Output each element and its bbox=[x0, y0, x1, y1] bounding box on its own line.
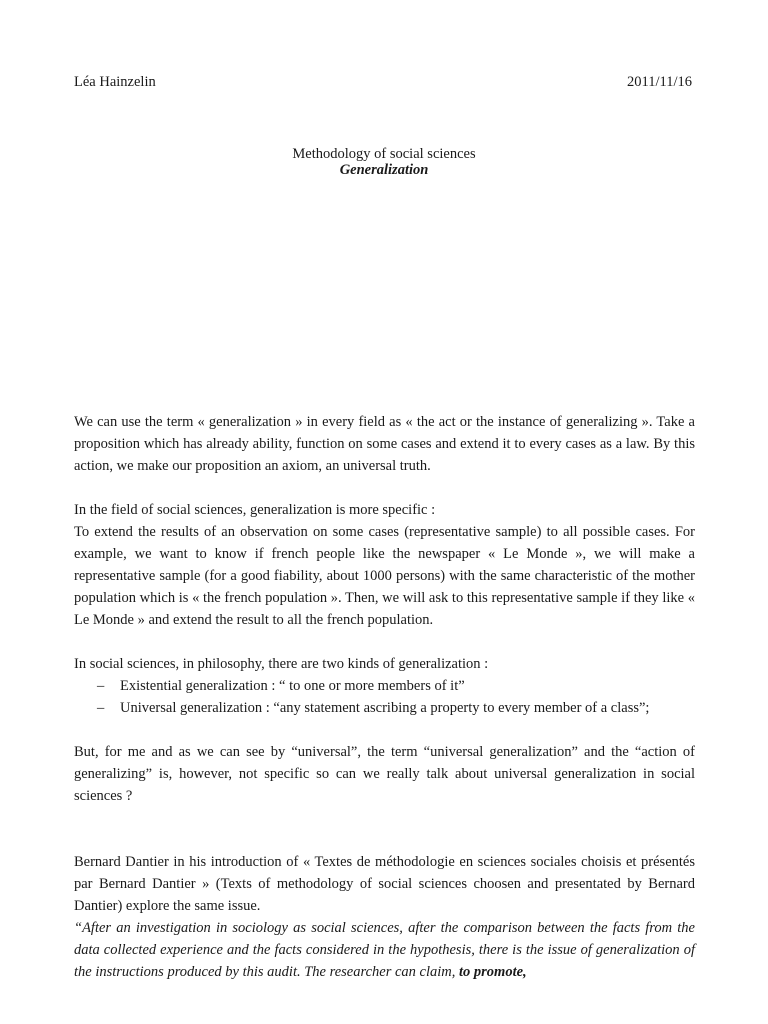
spacer bbox=[74, 631, 695, 653]
list-item-text: Universal generalization : “any statement ascribing a property to every member of a class”; bbox=[120, 700, 650, 716]
spacer bbox=[74, 477, 695, 499]
list-item bbox=[74, 675, 695, 697]
course-title: Methodology of social sciences bbox=[292, 146, 476, 162]
dash-marker: – bbox=[97, 700, 105, 716]
quote-paragraph bbox=[74, 917, 695, 983]
spacer bbox=[74, 807, 695, 851]
paragraph-social-sciences-example: To extend the results of an observation on some cases (representative sample) to all possible cases. For example, we want to know if french people like the newspaper « Le Monde », we will make a representative sample (for a good fiability, about 1000 persons) with the same characteristic of the mother population which is « the french population ». Then, we will ask to this representative sample if they like « Le Monde » and extend the result to all the french population. bbox=[74, 524, 695, 628]
paragraph-dantier: Bernard Dantier in his introduction of « Textes de méthodologie en sciences sociales choisis et présentés par Bernard Dantier » (Texts of methodology of social sciences choosen and presentated by Bernard Dantier) explore the same issue. bbox=[74, 854, 695, 914]
dash-marker: – bbox=[97, 678, 105, 694]
document-date: 2011/11/16 bbox=[627, 74, 692, 90]
quote-emphasis: to promote, bbox=[459, 964, 527, 980]
paragraph-opinion: But, for me and as we can see by “universal”, the term “universal generalization” and the “action of generalizing” is, however, not specific so can we really talk about universal generalization in social sciences ? bbox=[74, 744, 695, 804]
document-body bbox=[74, 411, 695, 983]
paragraph-social-sciences-intro: In the field of social sciences, generalization is more specific : bbox=[74, 502, 436, 518]
paragraph-kinds-intro: In social sciences, in philosophy, there are two kinds of generalization : bbox=[74, 656, 489, 672]
paragraph-definition: We can use the term « generalization » in every field as « the act or the instance of generalizing ». Take a proposition which has already ability, function on some cases and extend it to every cases as a law. By this action, we make our proposition an axiom, an universal truth. bbox=[74, 414, 695, 474]
quote-text: “After an investigation in sociology as social sciences, after the comparison between the facts from the data collected experience and the facts considered in the hypothesis, there is the issue of generalization of the instructions produced by this audit. The researcher can claim, bbox=[74, 920, 695, 980]
page-header bbox=[74, 74, 692, 94]
spacer bbox=[74, 719, 695, 741]
author-name: Léa Hainzelin bbox=[74, 74, 156, 90]
list-item bbox=[74, 697, 695, 719]
list-item-text: Existential generalization : “ to one or more members of it” bbox=[120, 678, 465, 694]
document-title: Generalization bbox=[339, 162, 429, 178]
generalization-kinds-list bbox=[74, 675, 695, 719]
